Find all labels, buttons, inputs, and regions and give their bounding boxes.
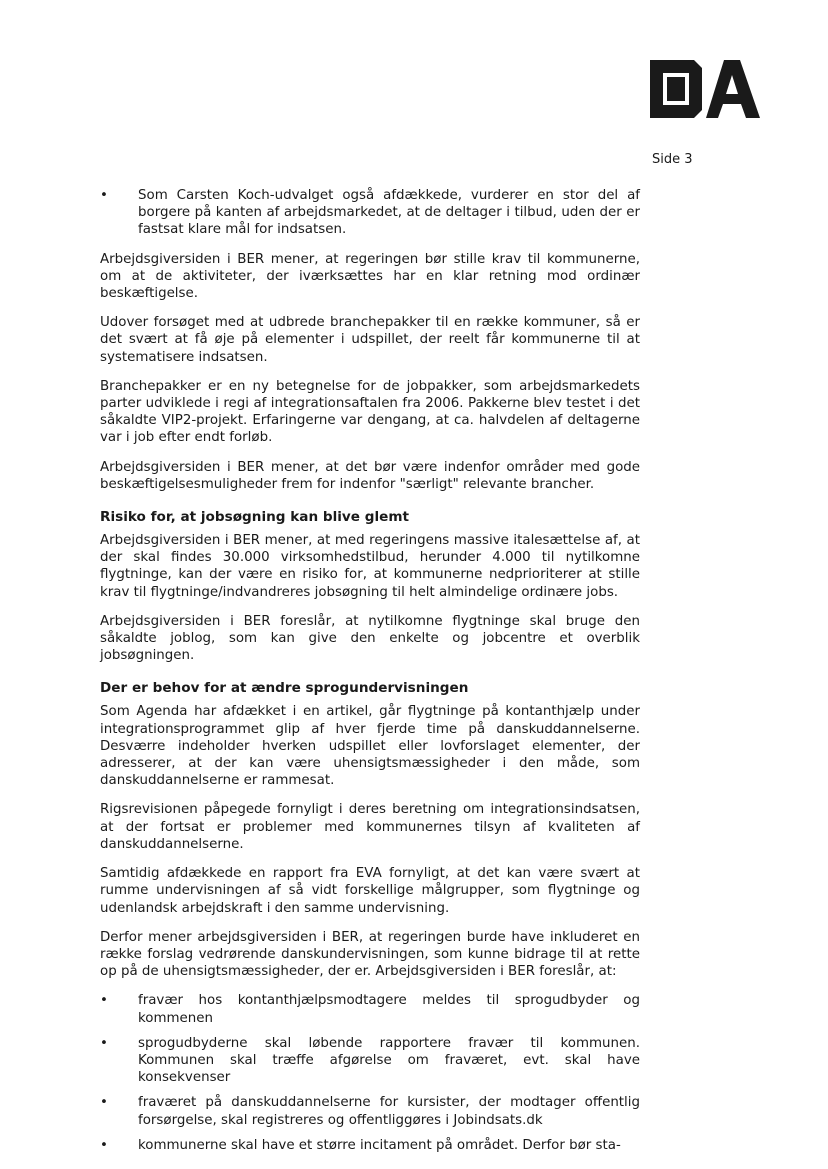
page-number: Side 3 <box>652 152 693 167</box>
document-body <box>100 187 640 1166</box>
da-logo <box>650 60 760 118</box>
paragraph: Som Agenda har afdækket i en artikel, går flygtninge på kontanthjælp under integrationsprogrammet glip af hver fjerde time på danskuddannelserne. Desværre indeholder hverken udspillet eller lovforslaget elementer, der adresserer, at der kan være uhensigtsmæssigheder i den måde, som danskuddannelserne er rammesat. <box>100 704 640 789</box>
paragraph: Derfor mener arbejdsgiversiden i BER, at regeringen burde have inkluderet en række forslag vedrørende danskundervisningen, som kunne bidrage til at rette op på de uhensigtsmæssigheder, der er. Arbejdsgiversiden i BER foreslår, at: <box>100 929 640 980</box>
list-item: • kommunerne skal have et større incitament på området. Derfor bør sta- <box>100 1137 640 1154</box>
paragraph: Arbejdsgiversiden i BER foreslår, at nytilkomne flygtninge skal bruge den såkaldte joblog, som kan give den enkelte og jobcentre et overblik jobsøgningen. <box>100 613 640 664</box>
paragraph: Arbejdsgiversiden i BER mener, at regeringen bør stille krav til kommunerne, om at de aktiviteter, der iværksættes har en klar retning mod ordinær beskæftigelse. <box>100 251 640 302</box>
list-item: • fraværet på danskuddannelserne for kursister, der modtager offentlig forsørgelse, skal registreres og offentliggøres i Jobindsats.dk <box>100 1094 640 1128</box>
section-heading: Risiko for, at jobsøgning kan blive glemt <box>100 509 410 526</box>
list-item: • sprogudbyderne skal løbende rapportere fravær til kommunen. Kommunen skal træffe afgørelse om fraværet, evt. skal have konsekvenser <box>100 1035 640 1087</box>
list-item: • Som Carsten Koch-udvalget også afdækkede, vurderer en stor del af borgere på kanten af arbejdsmarkedet, at de deltager i tilbud, uden der er fastsat klare mål for indsatsen. <box>100 187 640 239</box>
proposal-bullet-list <box>100 992 640 1154</box>
paragraph: Arbejdsgiversiden i BER mener, at med regeringens massive italesættelse af, at der skal findes 30.000 virksomhedstilbud, herunder 4.000 til nytilkomne flygtninge, kan der være en risiko for, at kommunerne nedprioriterer at stille krav til flygtninge/indvandreres jobsøgning til helt almindelige ordinære jobs. <box>100 533 640 600</box>
paragraph: Arbejdsgiversiden i BER mener, at det bør være indenfor områder med gode beskæftigelsesmuligheder frem for indenfor "særligt" relevante brancher. <box>100 459 640 492</box>
paragraph: Udover forsøget med at udbrede branchepakker til en række kommuner, så er det svært at få øje på elementer i udspillet, der reelt får kommunerne til at systematisere indsatsen. <box>100 315 640 365</box>
paragraph: Rigsrevisionen påpegede fornyligt i deres beretning om integrationsindsatsen, at der fortsat er problemer med kommunernes tilsyn af kvaliteten af danskuddannelserne. <box>100 802 640 852</box>
section-heading: Der er behov for at ændre sprogundervisningen <box>100 680 469 697</box>
list-item: • fravær hos kontanthjælpsmodtagere meldes til sprogudbyder og kommenen <box>100 992 640 1026</box>
paragraph: Branchepakker er en ny betegnelse for de jobpakker, som arbejdsmarkedets parter udviklede i regi af integrationsaftalen fra 2006. Pakkerne blev testet i det såkaldte VIP2-projekt. Erfaringerne var dengang, at ca. halvdelen af deltagerne var i job efter endt forløb. <box>100 378 640 446</box>
intro-bullet-list <box>100 187 640 239</box>
paragraph: Samtidig afdækkede en rapport fra EVA fornyligt, at det kan være svært at rumme undervisningen af så vidt forskellige målgrupper, som flygtninge og udenlandsk arbejdskraft i den samme undervisning. <box>100 866 640 916</box>
